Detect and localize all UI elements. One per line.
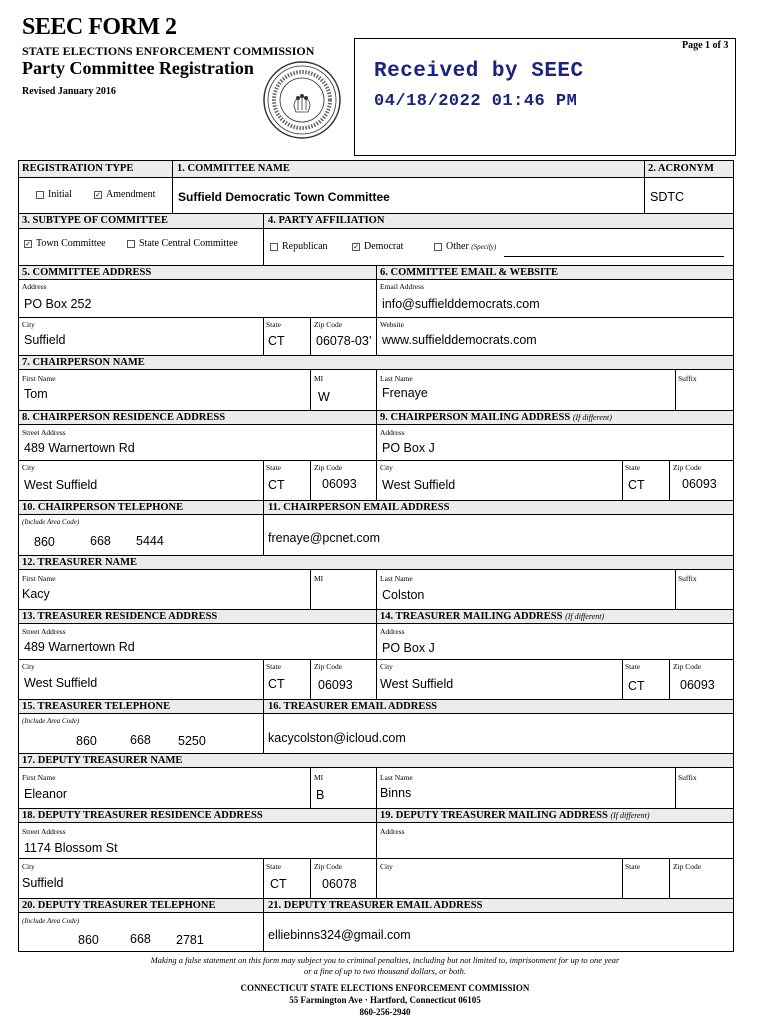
town-committee-label: Town Committee xyxy=(36,238,106,249)
chair-res-city-field[interactable]: West Suffield xyxy=(24,478,98,492)
rule xyxy=(376,767,377,808)
rule xyxy=(310,659,311,699)
treasurer-tel-prefix-field[interactable]: 668 xyxy=(130,733,151,747)
checkbox-icon xyxy=(127,240,135,248)
chair-telephone-header: 10. CHAIRPERSON TELEPHONE xyxy=(22,502,184,513)
commission-address: 55 Farmington Ave · Hartford, Connecticut 06105 xyxy=(289,995,481,1005)
rule xyxy=(376,569,377,609)
false-statement-warning: Making a false statement on this form may subject you to criminal penalties, including but not limited to, imprisonment for up to one year xyxy=(150,955,620,965)
deputy-res-street-field[interactable]: 1174 Blossom St xyxy=(24,841,118,855)
if-different-note: (If different) xyxy=(572,413,612,422)
democrat-label: Democrat xyxy=(364,241,404,252)
deputy-res-zip-field[interactable]: 06078 xyxy=(322,877,357,891)
initial-checkbox[interactable] xyxy=(36,189,72,200)
rule xyxy=(18,355,734,356)
zip-label: Zip Code xyxy=(314,463,343,472)
treasurer-mail-state-field[interactable]: CT xyxy=(628,679,645,693)
state-label: State xyxy=(266,463,281,472)
checkbox-icon xyxy=(270,243,278,251)
rule xyxy=(18,213,734,214)
street-address-label: Street Address xyxy=(22,428,66,437)
state-central-checkbox[interactable] xyxy=(127,238,238,249)
false-statement-warning-cont: or a fine of up to two thousand dollars, or both. xyxy=(304,966,466,976)
deputy-mailing-header: 19. DEPUTY TREASURER MAILING ADDRESS xyxy=(380,810,608,821)
address-label: Address xyxy=(380,428,405,437)
area-code-note: (Include Area Code) xyxy=(22,917,80,925)
rule xyxy=(18,753,734,754)
rule xyxy=(18,659,734,660)
deputy-last-name-field[interactable]: Binns xyxy=(380,786,412,800)
treasurer-residence-header: 13. TREASURER RESIDENCE ADDRESS xyxy=(22,611,218,622)
deputy-email-header: 21. DEPUTY TREASURER EMAIL ADDRESS xyxy=(268,900,483,911)
chair-tel-area-field[interactable]: 860 xyxy=(34,535,55,549)
area-code-note: (Include Area Code) xyxy=(22,518,80,526)
zip-label: Zip Code xyxy=(673,862,702,871)
treasurer-telephone-header: 15. TREASURER TELEPHONE xyxy=(22,701,171,712)
deputy-res-city-field[interactable]: Suffield xyxy=(22,876,64,890)
if-different-note: (If different) xyxy=(610,811,650,820)
form-title: SEEC FORM 2 xyxy=(22,14,177,40)
state-label: State xyxy=(625,862,640,871)
republican-label: Republican xyxy=(282,241,328,252)
rule xyxy=(18,898,734,899)
treasurer-mail-zip-field[interactable]: 06093 xyxy=(680,678,715,692)
rule xyxy=(376,609,377,699)
treasurer-mail-city-field[interactable]: West Suffield xyxy=(380,677,454,691)
zip-label: Zip Code xyxy=(314,862,343,871)
city-label: City xyxy=(380,662,393,671)
deputy-telephone-header: 20. DEPUTY TREASURER TELEPHONE xyxy=(22,900,216,911)
address-label: Address xyxy=(22,282,47,291)
rule xyxy=(18,317,734,318)
amendment-checkbox[interactable] xyxy=(94,189,155,200)
deputy-res-state-field[interactable]: CT xyxy=(270,877,287,891)
chair-email-header: 11. CHAIRPERSON EMAIL ADDRESS xyxy=(268,502,450,513)
area-code-note: (Include Area Code) xyxy=(22,717,80,725)
committee-website-field[interactable]: www.suffielddemocrats.com xyxy=(382,333,537,347)
rule xyxy=(18,555,734,556)
last-name-label: Last Name xyxy=(380,374,413,383)
treasurer-first-name-field[interactable]: Kacy xyxy=(22,587,50,601)
state-central-label: State Central Committee xyxy=(139,238,238,249)
registration-title: Party Committee Registration xyxy=(22,58,254,78)
last-name-label: Last Name xyxy=(380,773,413,782)
treasurer-tel-line-field[interactable]: 5250 xyxy=(178,734,206,748)
chair-mi-field[interactable]: W xyxy=(318,390,330,404)
deputy-tel-prefix-field[interactable]: 668 xyxy=(130,932,151,946)
committee-address-field[interactable]: PO Box 252 xyxy=(24,297,92,311)
rule xyxy=(622,858,623,898)
email-website-header: 6. COMMITTEE EMAIL & WEBSITE xyxy=(380,267,559,278)
state-label: State xyxy=(625,662,640,671)
zip-label: Zip Code xyxy=(673,662,702,671)
email-address-label: Email Address xyxy=(380,282,424,291)
chair-residence-header: 8. CHAIRPERSON RESIDENCE ADDRESS xyxy=(22,412,226,423)
treasurer-res-city-field[interactable]: West Suffield xyxy=(24,676,98,690)
rule xyxy=(376,410,377,500)
rule xyxy=(18,514,734,515)
state-label: State xyxy=(266,862,281,871)
rule xyxy=(310,369,311,410)
rule xyxy=(172,160,173,213)
mi-label: MI xyxy=(314,574,324,583)
deputy-tel-line-field[interactable]: 2781 xyxy=(176,933,204,947)
treasurer-mail-address-field[interactable]: PO Box J xyxy=(382,641,435,655)
rule xyxy=(376,369,377,410)
chairperson-name-header: 7. CHAIRPERSON NAME xyxy=(22,357,145,368)
agency-name: STATE ELECTIONS ENFORCEMENT COMMISSION xyxy=(22,44,315,58)
committee-email-field[interactable]: info@suffielddemocrats.com xyxy=(382,297,540,311)
zip-label: Zip Code xyxy=(314,662,343,671)
commission-phone: 860-256-2940 xyxy=(359,1007,411,1017)
rule xyxy=(622,460,623,500)
treasurer-res-state-field[interactable]: CT xyxy=(268,677,285,691)
rule xyxy=(675,767,676,808)
deputy-name-header: 17. DEPUTY TREASURER NAME xyxy=(22,755,183,766)
rule xyxy=(18,460,734,461)
democrat-checkbox[interactable] xyxy=(352,241,403,252)
treasurer-res-street-field[interactable]: 489 Warnertown Rd xyxy=(24,640,135,654)
rule xyxy=(669,659,670,699)
rule xyxy=(18,713,734,714)
rule xyxy=(310,317,311,355)
rule xyxy=(18,912,734,913)
deputy-email-field[interactable]: elliebinns324@gmail.com xyxy=(268,928,411,942)
if-different-note: (If different) xyxy=(565,612,605,621)
first-name-label: First Name xyxy=(22,773,56,782)
commission-name: CONNECTICUT STATE ELECTIONS ENFORCEMENT COMMISSION xyxy=(240,983,530,993)
mi-label: MI xyxy=(314,773,324,782)
treasurer-mailing-header: 14. TREASURER MAILING ADDRESS xyxy=(380,611,563,622)
rule xyxy=(18,500,734,501)
state-label: State xyxy=(266,662,281,671)
party-affiliation-header: 4. PARTY AFFILIATION xyxy=(268,215,385,226)
treasurer-name-header: 12. TREASURER NAME xyxy=(22,557,138,568)
suffix-label: Suffix xyxy=(678,374,697,383)
chair-tel-line-field[interactable]: 5444 xyxy=(136,534,164,548)
committee-zip-field[interactable]: 06078-03’ xyxy=(316,334,372,348)
zip-label: Zip Code xyxy=(314,320,343,329)
city-label: City xyxy=(22,320,35,329)
rule xyxy=(310,569,311,609)
rule xyxy=(263,858,264,898)
rule xyxy=(669,858,670,898)
checked-checkbox-icon: ✓ xyxy=(25,239,31,248)
page-number: Page 1 of 3 xyxy=(682,40,729,51)
acronym-field[interactable]: SDTC xyxy=(650,190,685,204)
city-label: City xyxy=(380,463,393,472)
received-stamp-datetime: 04/18/2022 01:46 PM xyxy=(374,92,578,111)
specify-label: (Specify) xyxy=(471,242,497,251)
committee-address-header: 5. COMMITTEE ADDRESS xyxy=(22,267,152,278)
chair-mail-state-field[interactable]: CT xyxy=(628,478,645,492)
state-label: State xyxy=(625,463,640,472)
rule xyxy=(644,160,645,213)
rule xyxy=(675,569,676,609)
city-label: City xyxy=(22,862,35,871)
received-stamp-label: Received by SEEC xyxy=(374,60,584,83)
rule xyxy=(18,858,734,859)
chair-last-name-field[interactable]: Frenaye xyxy=(382,386,428,400)
first-name-label: First Name xyxy=(22,574,56,583)
rule xyxy=(263,898,264,952)
rule xyxy=(376,808,377,898)
suffix-label: Suffix xyxy=(678,574,697,583)
street-address-label: Street Address xyxy=(22,827,66,836)
chair-tel-prefix-field[interactable]: 668 xyxy=(90,534,111,548)
rule xyxy=(263,317,264,355)
rule xyxy=(263,699,264,753)
rule xyxy=(18,177,734,178)
rule xyxy=(310,767,311,808)
treasurer-last-name-field[interactable]: Colston xyxy=(382,588,425,602)
city-label: City xyxy=(22,662,35,671)
rule xyxy=(310,460,311,500)
rule xyxy=(263,213,264,265)
registration-type-header: REGISTRATION TYPE xyxy=(22,163,134,174)
rule xyxy=(263,500,264,555)
first-name-label: First Name xyxy=(22,374,56,383)
treasurer-tel-area-field[interactable]: 860 xyxy=(76,734,97,748)
subtype-header: 3. SUBTYPE OF COMMITTEE xyxy=(22,215,169,226)
rule xyxy=(263,460,264,500)
town-committee-checkbox[interactable] xyxy=(24,238,106,249)
committee-name-field[interactable]: Suffield Democratic Town Committee xyxy=(178,190,390,204)
deputy-first-name-field[interactable]: Eleanor xyxy=(24,787,68,801)
amendment-label: Amendment xyxy=(106,189,156,200)
rule xyxy=(263,659,264,699)
street-address-label: Street Address xyxy=(22,627,66,636)
address-label: Address xyxy=(380,627,405,636)
other-label: Other xyxy=(446,241,469,252)
committee-city-field[interactable]: Suffield xyxy=(24,333,66,347)
checkbox-icon xyxy=(434,243,442,251)
city-label: City xyxy=(22,463,35,472)
suffix-label: Suffix xyxy=(678,773,697,782)
deputy-mi-field[interactable]: B xyxy=(316,788,325,802)
acronym-header: 2. ACRONYM xyxy=(648,163,714,174)
chair-mail-city-field[interactable]: West Suffield xyxy=(382,478,456,492)
committee-state-field[interactable]: CT xyxy=(268,334,285,348)
zip-label: Zip Code xyxy=(673,463,702,472)
checked-checkbox-icon: ✓ xyxy=(95,190,101,199)
checkbox-icon xyxy=(36,191,44,199)
checked-checkbox-icon: ✓ xyxy=(353,242,359,251)
republican-checkbox[interactable] xyxy=(270,241,328,252)
revision-date: Revised January 2016 xyxy=(22,86,116,97)
deputy-tel-area-field[interactable]: 860 xyxy=(78,933,99,947)
state-label: State xyxy=(266,320,281,329)
website-label: Website xyxy=(380,320,404,329)
chair-res-state-field[interactable]: CT xyxy=(268,478,285,492)
chair-mail-address-field[interactable]: PO Box J xyxy=(382,441,435,455)
last-name-label: Last Name xyxy=(380,574,413,583)
rule xyxy=(669,460,670,500)
rule xyxy=(376,265,377,355)
other-specify-field[interactable] xyxy=(504,256,724,257)
rule xyxy=(18,228,734,229)
chair-first-name-field[interactable]: Tom xyxy=(24,387,48,401)
city-label: City xyxy=(380,862,393,871)
rule xyxy=(18,699,734,700)
address-label: Address xyxy=(380,827,405,836)
treasurer-email-header: 16. TREASURER EMAIL ADDRESS xyxy=(268,701,438,712)
initial-label: Initial xyxy=(48,189,72,200)
treasurer-res-zip-field[interactable]: 06093 xyxy=(318,678,353,692)
mi-label: MI xyxy=(314,374,324,383)
chair-res-street-field[interactable]: 489 Warnertown Rd xyxy=(24,441,135,455)
rule xyxy=(675,369,676,410)
rule xyxy=(622,659,623,699)
chair-res-zip-field[interactable]: 06093 xyxy=(322,477,357,491)
state-seal-icon xyxy=(262,60,342,140)
deputy-residence-header: 18. DEPUTY TREASURER RESIDENCE ADDRESS xyxy=(22,810,263,821)
other-checkbox[interactable] xyxy=(434,241,496,252)
chair-mail-zip-field[interactable]: 06093 xyxy=(682,477,717,491)
chair-email-field[interactable]: frenaye@pcnet.com xyxy=(268,531,381,545)
chair-mailing-header: 9. CHAIRPERSON MAILING ADDRESS xyxy=(380,412,571,423)
treasurer-email-field[interactable]: kacycolston@icloud.com xyxy=(268,731,406,745)
rule xyxy=(310,858,311,898)
committee-name-header: 1. COMMITTEE NAME xyxy=(177,163,290,174)
